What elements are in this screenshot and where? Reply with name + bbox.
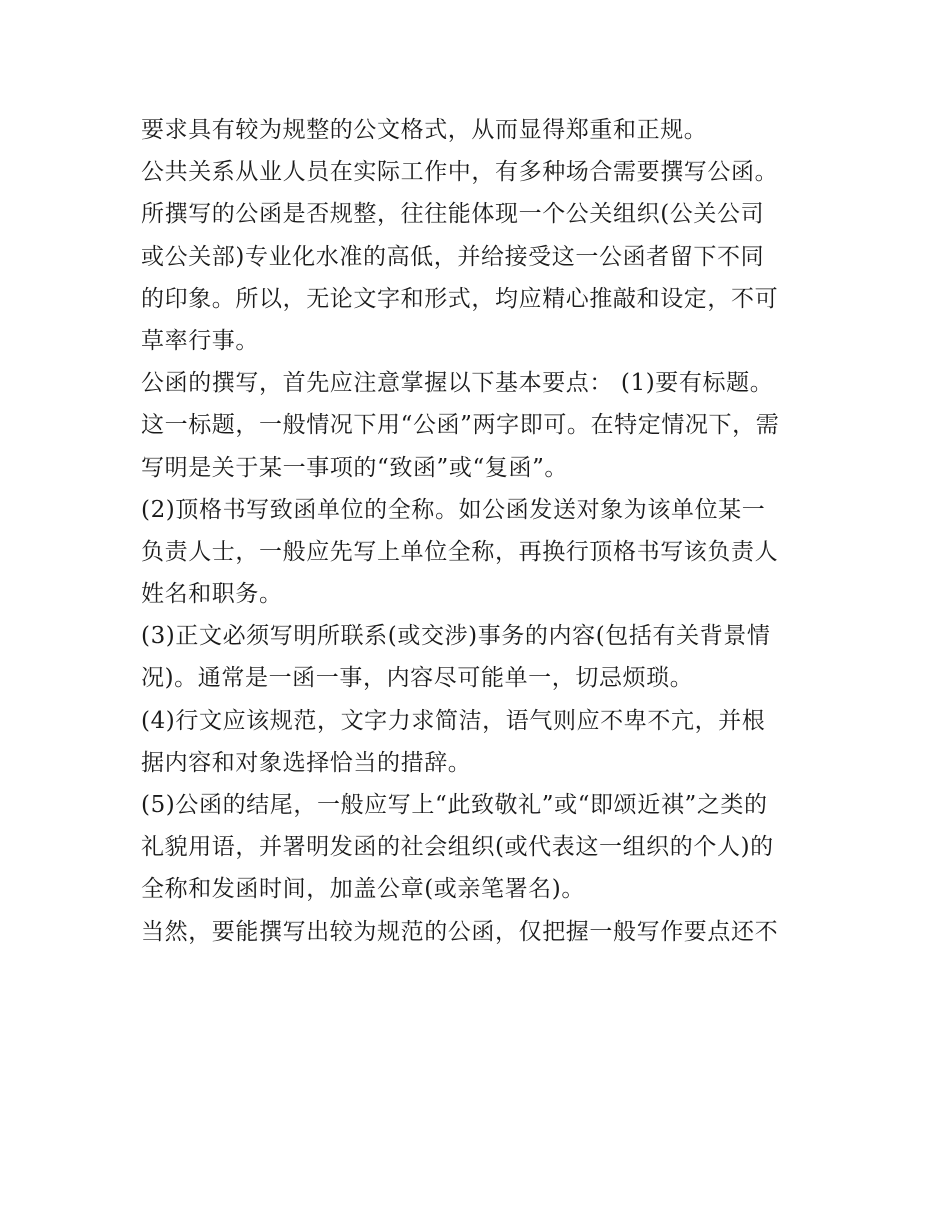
text-line: 据内容和对象选择恰当的措辞。	[141, 749, 472, 776]
document-body	[141, 109, 831, 953]
text-line: 况)。通常是一函一事，内容尽可能单一，切忌烦琐。	[141, 665, 694, 692]
text-line: 要求具有较为规整的公文格式，从而显得郑重和正规。	[141, 117, 708, 143]
text-line: (3)正文必须写明所联系(或交涉)事务的内容(包括有关背景情	[141, 623, 771, 650]
text-line: (5)公函的结尾，一般应写上“此致敬礼”或“即颂近祺”之类的	[141, 792, 768, 818]
text-line: 草率行事。	[141, 327, 259, 354]
text-line: 写明是关于某一事项的“致函”或“复函”。	[141, 454, 569, 481]
text-line: 全称和发函时间，加盖公章(或亲笔署名)。	[141, 876, 585, 903]
text-line: (4)行文应该规范，文字力求简洁，语气则应不卑不亢，并根	[141, 707, 766, 734]
text-line: 的印象。所以，无论文字和形式，均应精心推敲和设定，不可	[141, 285, 779, 312]
text-line: 当然，要能撰写出较为规范的公函，仅把握一般写作要点还不	[141, 918, 779, 945]
text-line: (2)顶格书写致函单位的全称。如公函发送对象为该单位某一	[141, 496, 766, 523]
text-line: 负责人士，一般应先写上单位全称，再换行顶格书写该负责人	[141, 538, 779, 565]
text-line: 所撰写的公函是否规整，往往能体现一个公关组织(公关公司	[141, 201, 765, 228]
text-line: 姓名和职务。	[141, 581, 283, 608]
text-line: 公函的撰写，首先应注意掌握以下基本要点： (1)要有标题。	[141, 370, 774, 397]
text-line: 公共关系从业人员在实际工作中，有多种场合需要撰写公函。	[141, 159, 779, 186]
text-line: 或公关部)专业化水准的高低，并给接受这一公函者留下不同	[141, 243, 765, 270]
text-line: 礼貌用语，并署明发函的社会组织(或代表这一组织的个人)的	[141, 834, 774, 861]
text-line: 这一标题，一般情况下用“公函”两字即可。在特定情况下，需	[141, 412, 780, 439]
